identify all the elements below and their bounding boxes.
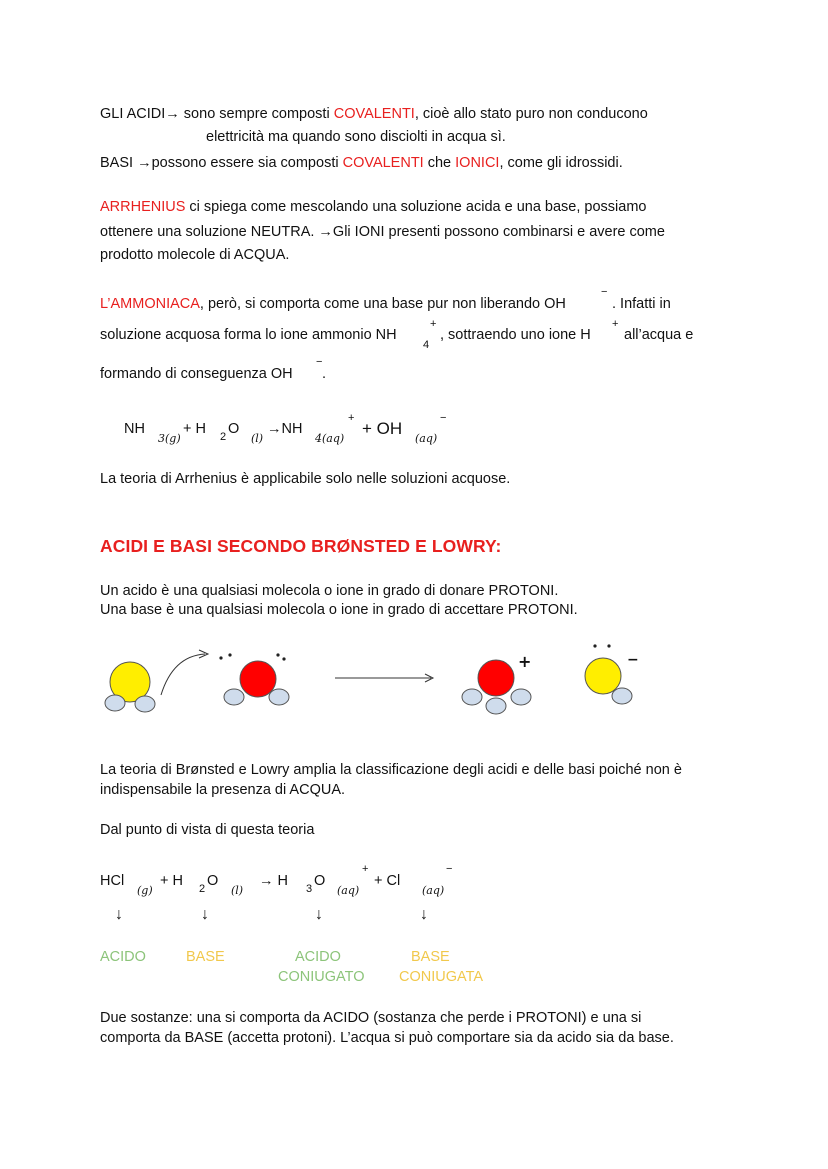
arrhenius-keyword: ARRHENIUS (100, 199, 186, 215)
covalenti-keyword: COVALENTI (342, 155, 424, 171)
eq1-nh: NH (124, 421, 145, 437)
conclusion-line-2: comporta da BASE (accetta protoni). L’acqua si può comportare sia da acido sia da base. (100, 1030, 674, 1046)
eq1-minus-sup: − (440, 412, 447, 424)
basi-line: BASI →possono essere sia composti COVALENTI che IONICI, come gli idrossidi. (100, 155, 623, 171)
eq2-hcl: HCl (100, 873, 125, 889)
proton-transfer-arrow-icon (161, 650, 208, 695)
arrhenius-line-2: ottenere una soluzione NEUTRA. →Gli IONI presenti possono combinarsi e avere come (100, 224, 665, 240)
ammoniaca-line-2a: soluzione acquosa forma lo ione ammonio NH (100, 327, 397, 343)
nh4-sub: 4 (423, 339, 430, 351)
bl-paragraph-line-2: indispensabile la presenza di ACQUA. (100, 782, 346, 798)
ammoniaca-line-2b: , sottraendo uno ione H (440, 327, 591, 343)
eq2-o2: O (314, 873, 326, 889)
eq1-nh4-state: 4(aq) (315, 432, 345, 445)
down-arrow-icon: ↓ (115, 906, 123, 923)
down-arrow-icon: ↓ (420, 906, 428, 923)
minus-sign: − (627, 652, 639, 668)
eq1-oh-state: (aq) (415, 432, 438, 445)
ammoniaca-line-3: formando di conseguenza OH (100, 366, 293, 382)
label-base: BASE (186, 949, 225, 965)
ammoniaca-keyword: L’AMMONIACA (100, 296, 200, 312)
eq1-arrow-nh: →NH (267, 421, 303, 437)
covalenti-keyword: COVALENTI (333, 106, 415, 122)
label-base-coniugata-1: BASE (411, 949, 450, 965)
arrhenius-note: La teoria di Arrhenius è applicabile solo nelle soluzioni acquose. (100, 471, 511, 487)
eq1-plus-h: + H (183, 421, 206, 437)
ammoniaca-line-1-end: . Infatti in (612, 296, 671, 312)
eq2-o: O (207, 873, 219, 889)
eq2-h3o-state: (aq) (337, 884, 360, 897)
eq1-nh-state: 3(g) (158, 432, 181, 445)
eq2-plus-cl: + Cl (374, 873, 401, 889)
arrow-icon: → (165, 106, 180, 122)
arrhenius-line-3: prodotto molecole di ACQUA. (100, 247, 290, 263)
eq1-sub2: 2 (220, 431, 227, 443)
hydronium-ion-icon (462, 652, 531, 714)
ammoniaca-line-1: L’AMMONIACA, però, si comporta come una base pur non liberando OH (100, 296, 566, 312)
label-acido-coniugato-2: CONIUGATO (278, 969, 365, 985)
acidi-line-2: elettricità ma quando sono disciolti in acqua sì. (206, 129, 506, 145)
proton-transfer-diagram (95, 640, 655, 720)
conjugate-base-icon (585, 644, 639, 704)
down-arrow-icon: ↓ (201, 906, 209, 923)
reaction-arrow-icon (335, 674, 433, 682)
plus-sign: + (518, 652, 532, 671)
oh-minus-sup-2: − (316, 356, 323, 368)
eq2-sub2: 2 (199, 883, 206, 895)
acid-molecule-icon (105, 662, 155, 712)
eq1-o: O (228, 421, 240, 437)
label-base-coniugata-2: CONIUGATA (399, 969, 484, 985)
section-heading: ACIDI E BASI SECONDO BRØNSTED E LOWRY: (100, 536, 502, 556)
eq2-hcl-state: (g) (137, 884, 153, 897)
eq1-plus-sup: + (348, 412, 355, 424)
eq1-plus-oh: + OH (362, 419, 403, 438)
ammoniaca-line-2c: all’acqua e (624, 327, 694, 343)
ionici-keyword: IONICI (455, 155, 500, 171)
eq1-o-state: (l) (251, 432, 264, 445)
acidi-line-1: GLI ACIDI→ sono sempre composti COVALENTI, cioè allo stato puro non conducono (100, 106, 648, 122)
definition-acido: Un acido è una qualsiasi molecola o ione in grado di donare PROTONI. (100, 583, 559, 599)
conclusion-line-1: Due sostanze: una si comporta da ACIDO (sostanza che perde i PROTONI) e una si (100, 1010, 642, 1026)
dal-punto: Dal punto di vista di questa teoria (100, 822, 315, 838)
eq2-plus-h: + H (160, 873, 183, 889)
eq2-minus-sup: − (446, 863, 453, 875)
h-plus-sup: + (612, 318, 619, 330)
eq2-o-state: (l) (231, 884, 244, 897)
definition-base: Una base è una qualsiasi molecola o ione in grado di accettare PROTONI. (100, 602, 578, 618)
eq2-arrow-h: → H (259, 873, 288, 889)
arrow-icon: → (137, 155, 152, 171)
arrhenius-line-1: ARRHENIUS ci spiega come mescolando una soluzione acida e una base, possiamo (100, 199, 647, 215)
label-acido-coniugato-1: ACIDO (295, 949, 341, 965)
label-acido: ACIDO (100, 949, 146, 965)
bl-paragraph-line-1: La teoria di Brønsted e Lowry amplia la classificazione degli acidi e delle basi poiché non è (100, 762, 682, 778)
eq2-cl-state: (aq) (422, 884, 445, 897)
eq2-plus-sup: + (362, 863, 369, 875)
oh-minus-sup: − (601, 286, 608, 298)
ammoniaca-line-3-end: . (322, 366, 327, 382)
nh4-plus-sup: + (430, 318, 437, 330)
down-arrow-icon: ↓ (315, 906, 323, 923)
eq2-sub3: 3 (306, 883, 313, 895)
water-molecule-icon (219, 653, 289, 705)
